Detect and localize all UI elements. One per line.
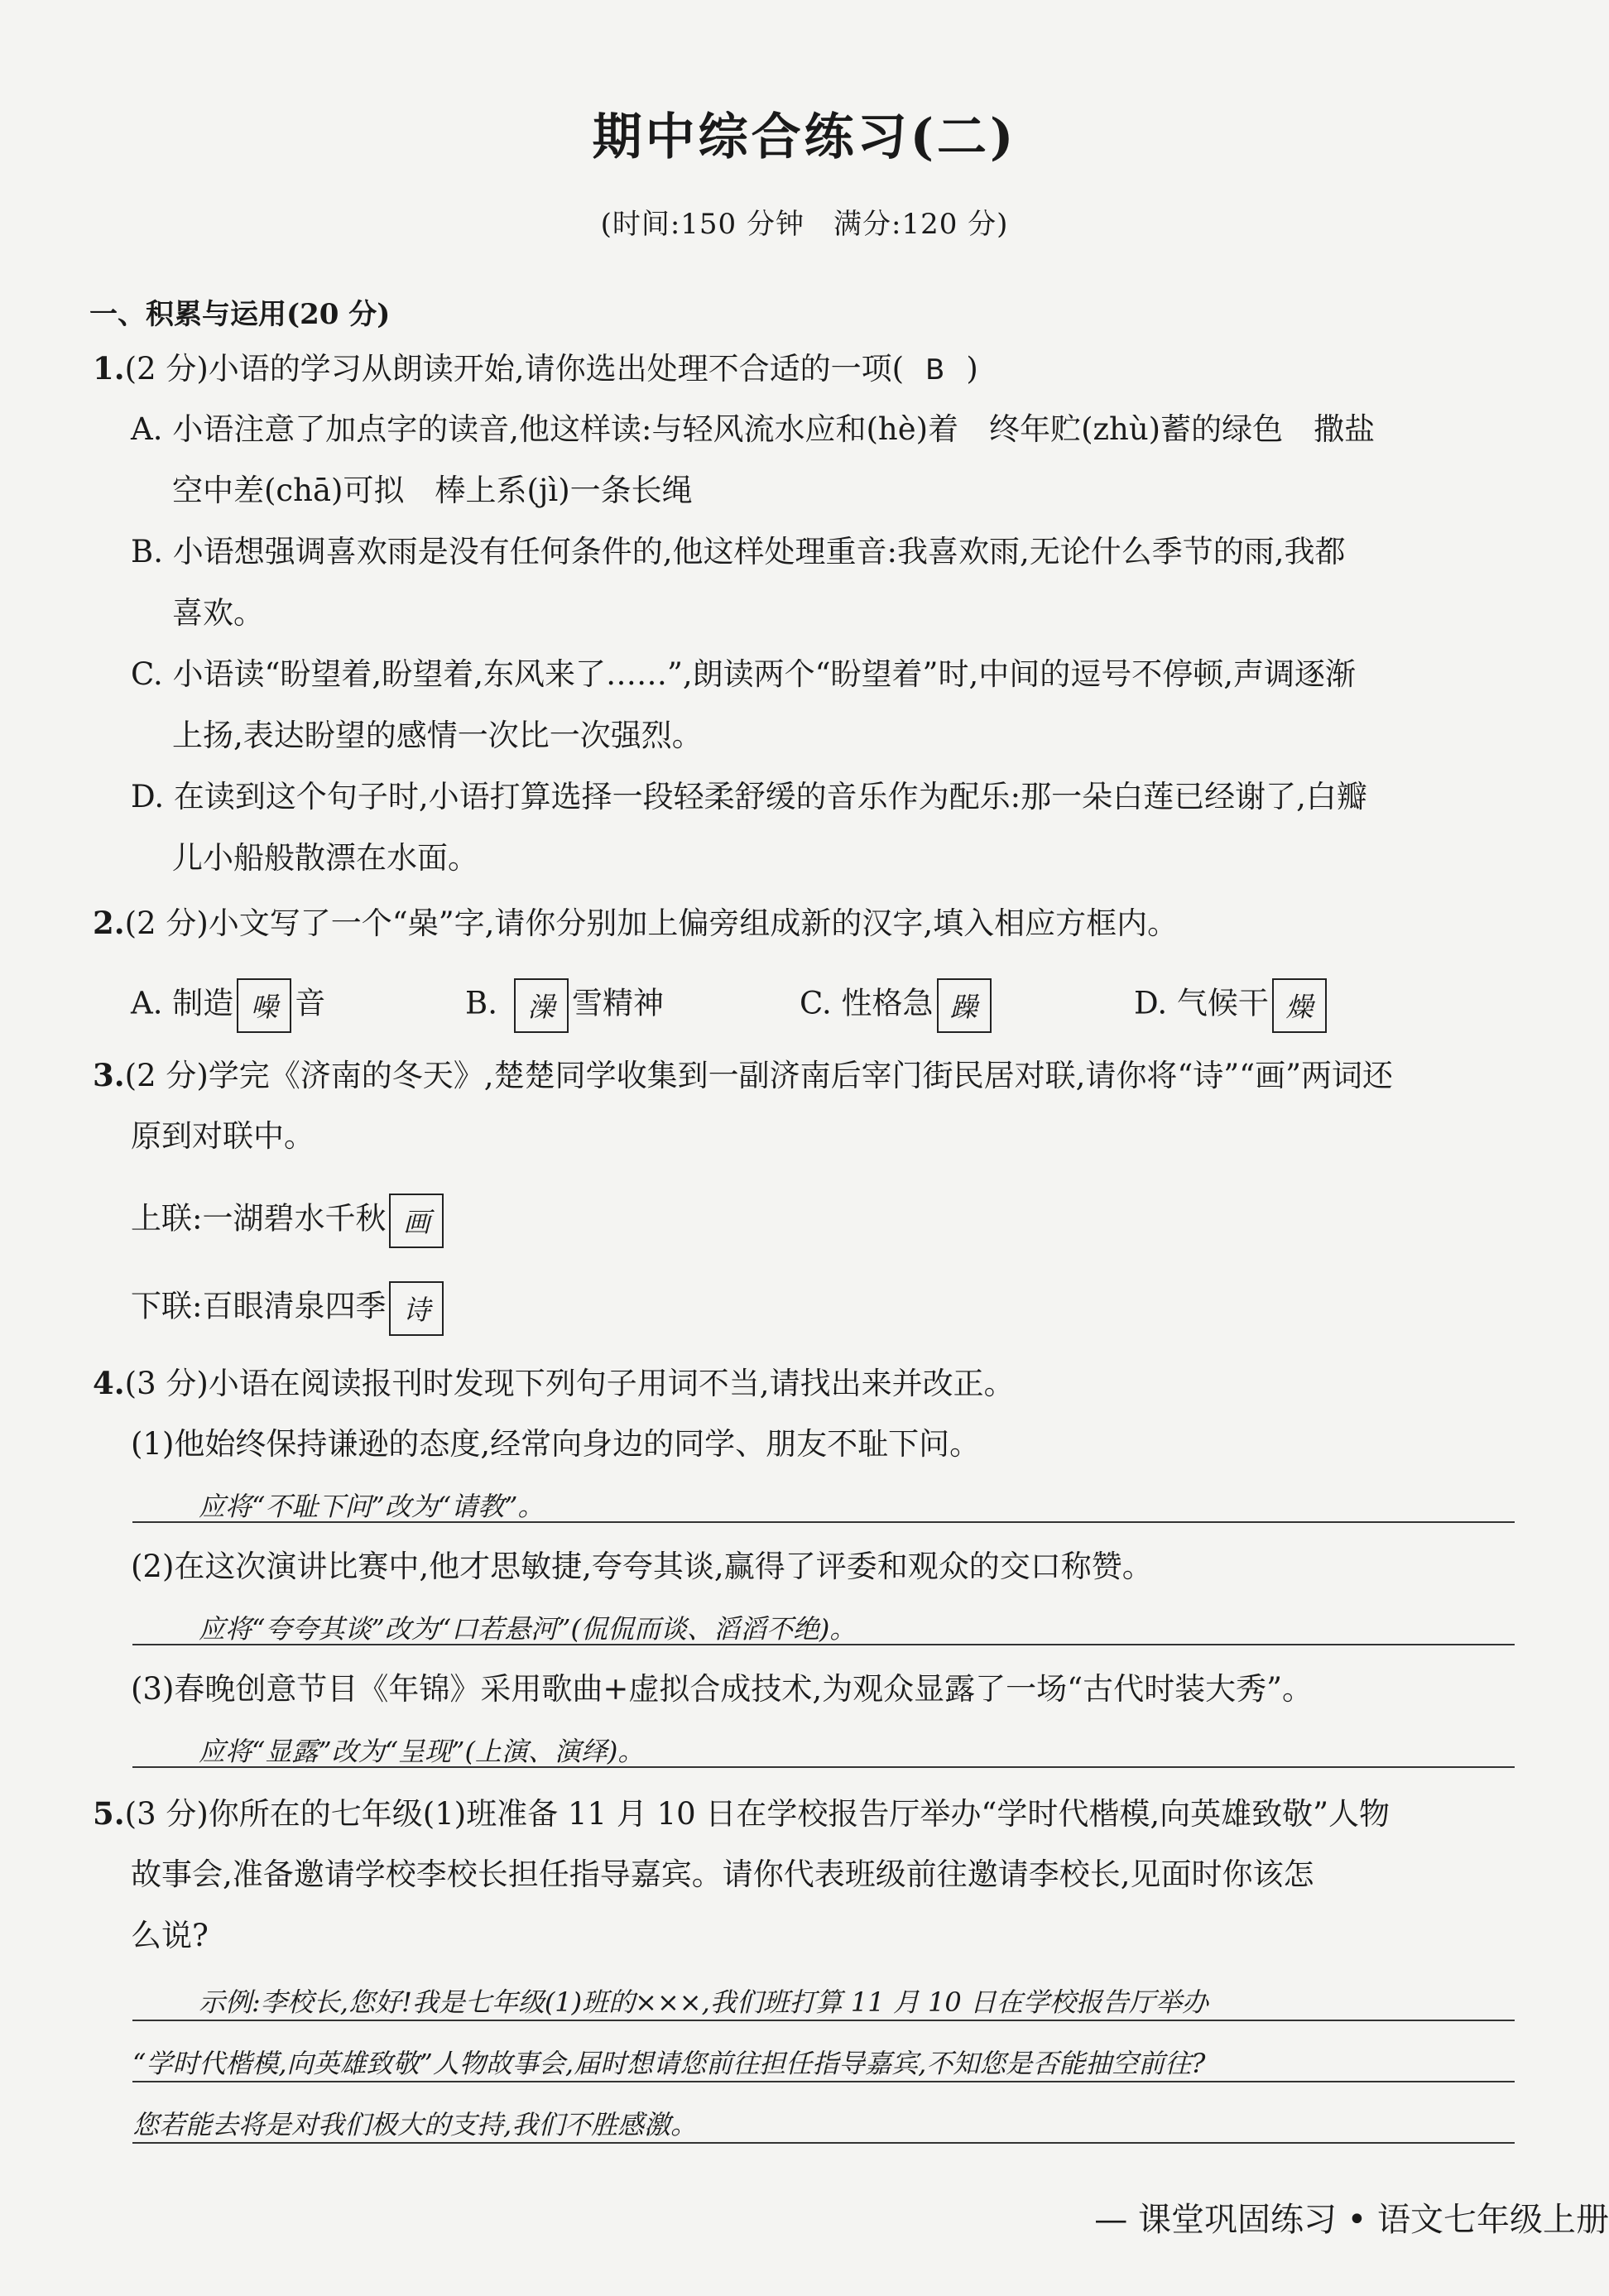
answer-box[interactable]: 躁 [937, 978, 992, 1033]
question-number: 2. [93, 905, 125, 941]
question-2-stem: 2.(2 分)小文写了一个“喿”字,请你分别加上偏旁组成新的汉字,填入相应方框内。 [93, 905, 1179, 941]
question-number: 3. [93, 1057, 125, 1093]
q5-answer-line3: 您若能去将是对我们极大的支持,我们不胜感激。 [132, 2109, 698, 2140]
option-a-line2: 空中差(chā)可拟 棒上系(jì)一条长绳 [172, 473, 693, 508]
option-b-line2: 喜欢。 [172, 595, 264, 631]
q5-answer-line1: 示例:李校长,您好!我是七年级(1)班的×××,我们班打算 11 月 10 日在学校报告厅举办 [199, 1986, 1208, 2018]
couplet-upper: 上联:一湖碧水千秋 画 [131, 1194, 447, 1248]
page-footer: — 课堂巩固练习 • 语文七年级上册 [1094, 2201, 1609, 2239]
question-5-stem-cont: 故事会,准备邀请学校李校长担任指导嘉宾。请你代表班级前往邀请李校长,见面时你该怎 [131, 1856, 1314, 1892]
q4-sentence-2: (2)在这次演讲比赛中,他才思敏捷,夸夸其谈,赢得了评委和观众的交口称赞。 [131, 1549, 1153, 1584]
question-number: 5. [93, 1795, 125, 1832]
answer-line [132, 2081, 1515, 2082]
option-d-line1: D. 在读到这个句子时,小语打算选择一段轻柔舒缓的音乐作为配乐:那一朵白莲已经谢了,白瓣 [131, 779, 1367, 814]
option-b-line1: B. 小语想强调喜欢雨是没有任何条件的,他这样处理重音:我喜欢雨,无论什么季节的雨,我都 [131, 534, 1346, 569]
answer-box[interactable]: 画 [389, 1194, 444, 1248]
answer-line [132, 1521, 1515, 1523]
q4-answer-1: 应将“不耻下问”改为“请教”。 [199, 1491, 545, 1522]
page-title: 期中综合练习(二) [592, 108, 1017, 166]
answer-box[interactable]: 燥 [1272, 978, 1327, 1033]
question-4-stem: 4.(3 分)小语在阅读报刊时发现下列句子用词不当,请找出来并改正。 [93, 1365, 1015, 1401]
option-d-line2: 儿小船般散漂在水面。 [172, 840, 478, 876]
q4-sentence-1: (1)他始终保持谦逊的态度,经常向身边的同学、朋友不耻下问。 [131, 1426, 981, 1462]
option-c-line2: 上扬,表达盼望的感情一次比一次强烈。 [172, 718, 703, 753]
q4-answer-2: 应将“夸夸其谈”改为“口若悬河”(侃侃而谈、滔滔不绝)。 [199, 1613, 857, 1645]
q4-sentence-3: (3)春晚创意节目《年锦》采用歌曲+虚拟合成技术,为观众显露了一场“古代时装大秀”。 [131, 1671, 1314, 1707]
answer-line [132, 1644, 1515, 1645]
question-3-stem: 3.(2 分)学完《济南的冬天》,楚楚同学收集到一副济南后宰门街民居对联,请你将“诗”“画”两词还 [93, 1057, 1393, 1093]
answer-line [132, 2142, 1515, 2144]
answer-box[interactable]: 澡 [514, 978, 569, 1033]
couplet-lower: 下联:百眼清泉四季 诗 [131, 1281, 447, 1336]
option-c-line1: C. 小语读“盼望着,盼望着,东风来了……”,朗读两个“盼望着”时,中间的逗号不停顿,声调逐渐 [131, 656, 1356, 692]
question-5-stem: 5.(3 分)你所在的七年级(1)班准备 11 月 10 日在学校报告厅举办“学时代楷模,向英雄致敬”人物 [93, 1795, 1390, 1832]
question-1-stem: 1.(2 分)小语的学习从朗读开始,请你选出处理不合适的一项( B ) [93, 350, 978, 387]
q2-option-c: C. 性格急 躁 [800, 978, 995, 1033]
q2-option-a: A. 制造 噪 音 [131, 978, 325, 1033]
answer-box[interactable]: 噪 [237, 978, 291, 1033]
answer-line [132, 2020, 1515, 2021]
question-3-stem-cont: 原到对联中。 [131, 1118, 315, 1154]
answer-box[interactable]: 诗 [389, 1281, 444, 1336]
answer-line [132, 1766, 1515, 1768]
section-heading: 一、积累与运用(20 分) [89, 298, 391, 331]
question-5-stem-end: 么说? [131, 1918, 209, 1953]
option-a-line1: A. 小语注意了加点字的读音,他这样读:与轻风流水应和(hè)着 终年贮(zhù)蓄的绿色 撒盐 [131, 411, 1376, 447]
q2-option-b: B. 澡 雪精神 [465, 978, 664, 1033]
q2-option-d: D. 气候干 燥 [1134, 978, 1330, 1033]
q5-answer-line2: “学时代楷模,向英雄致敬”人物故事会,届时想请您前往担任指导嘉宾,不知您是否能抽空前往? [132, 2048, 1206, 2079]
exam-info: (时间:150 分钟 满分:120 分) [600, 208, 1009, 241]
q4-answer-3: 应将“显露”改为“呈现”(上演、演绎)。 [199, 1736, 645, 1767]
question-number: 1. [93, 350, 125, 387]
question-number: 4. [93, 1365, 125, 1401]
choice-answer: B [925, 353, 945, 387]
